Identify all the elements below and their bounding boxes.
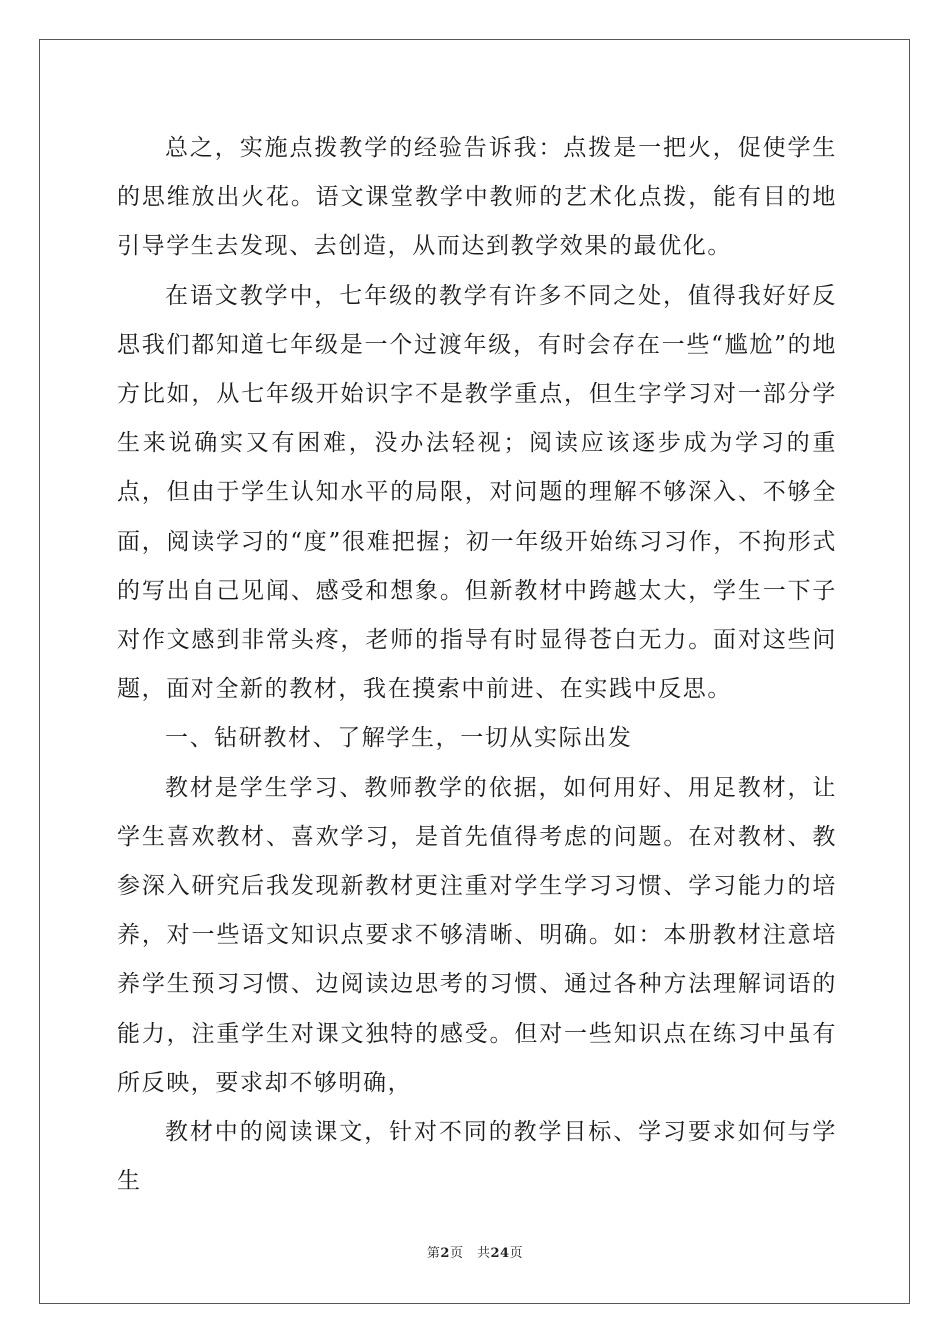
section-heading-1: 一、钻研教材、了解学生，一切从实际出发: [165, 725, 633, 752]
page-middle: 页 共: [449, 1246, 491, 1261]
page-suffix: 页: [509, 1246, 524, 1261]
total-page-count: 24: [490, 1246, 510, 1261]
document-body: [117, 124, 837, 1206]
paragraph-reading-texts: 教材中的阅读课文，针对不同的教学目标、学习要求如何与学生: [117, 1119, 837, 1195]
page-footer: [0, 1245, 950, 1263]
paragraph-reflection: 在语文教学中，七年级的教学有许多不同之处，值得我好好反思我们都知道七年级是一个过渡年级，有时会存在一些“尴尬”的地方比如，从七年级开始识字不是教学重点，但生字学习对一部分学生来说确实又有困难，没办法轻视；阅读应该逐步成为学习的重点，但由于学生认知水平的局限，对问题的理解不够深入、不够全面，阅读学习的“度”很难把握；初一年级开始练习习作，不拘形式的写出自己见闻、感受和想象。但新教材中跨越太大，学生一下子对作文感到非常头疼，老师的指导有时显得苍白无力。面对这些问题，面对全新的教材，我在摸索中前进、在实践中反思。: [117, 282, 837, 703]
current-page-number: 2: [440, 1246, 450, 1261]
page-prefix: 第: [426, 1246, 441, 1261]
paragraph-summary: 总之，实施点拨教学的经验告诉我：点拨是一把火，促使学生的思维放出火花。语文课堂教学中教师的艺术化点拨，能有目的地引导学生去发现、去创造，从而达到教学效果的最优化。: [117, 135, 837, 260]
paragraph-textbook: 教材是学生学习、教师教学的依据，如何用好、用足教材，让学生喜欢教材、喜欢学习，是首先值得考虑的问题。在对教材、教参深入研究后我发现新教材更注重对学生学习习惯、学习能力的培养，对一些语文知识点要求不够清晰、明确。如：本册教材注意培养学生预习习惯、边阅读边思考的习惯、通过各种方法理解词语的能力，注重学生对课文独特的感受。但对一些知识点在练习中虽有所反映，要求却不够明确，: [117, 774, 837, 1096]
